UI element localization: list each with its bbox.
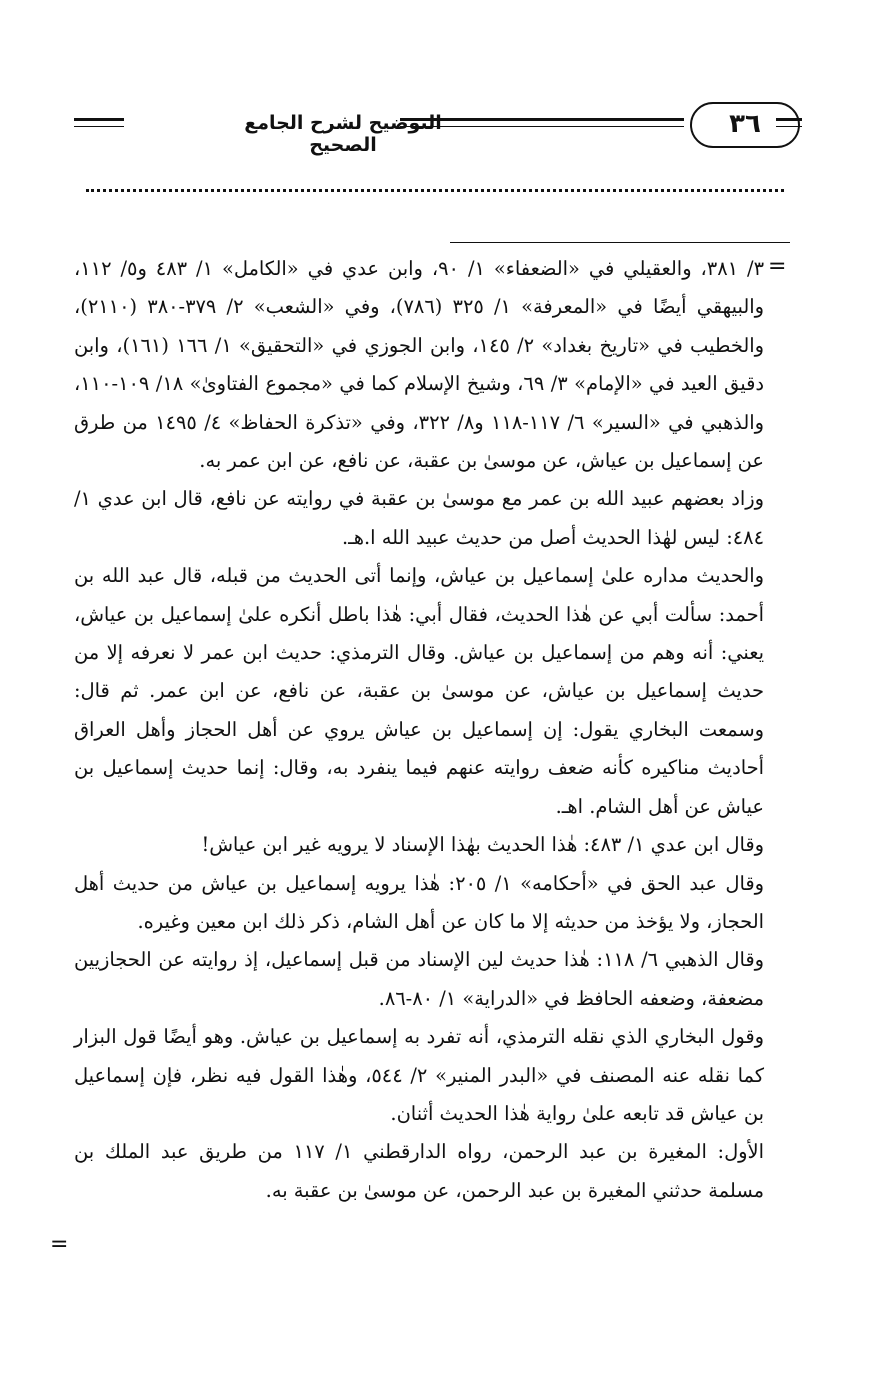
paragraph: وزاد بعضهم عبيد الله بن عمر مع موسىٰ بن عقبة في روايته عن نافع، قال ابن عدي ١/ ٤٨٤: ليس لهٰذا الحديث أصل من حديث عبيد الله ا.هـ. — [74, 487, 764, 549]
header-rule-left-thin — [74, 126, 124, 127]
header-rule-right-thin — [776, 126, 802, 127]
header-rule-left — [74, 118, 124, 121]
continuation-mark-top: = — [768, 254, 787, 279]
footnote-text — [74, 250, 764, 1210]
header-rule-right — [776, 118, 802, 121]
header-rule-middle-thin — [400, 126, 684, 127]
paragraph: الأول: المغيرة بن عبد الرحمن، رواه الدارقطني ١/ ١١٧ من طريق عبد الملك بن مسلمة حدثني المغيرة بن عبد الرحمن، عن موسىٰ بن عقبة به. — [74, 1140, 764, 1202]
footnote-separator — [450, 242, 790, 243]
paragraph: وقال عبد الحق في «أحكامه» ١/ ٢٠٥: هٰذا يرويه إسماعيل بن عياش من حديث أهل الحجاز، ولا يؤخذ من حديثه إلا ما كان عن أهل الشام، ذكر ذلك ابن معين وغيره. — [74, 871, 765, 933]
paragraph: وقال الذهبي ٦/ ١١٨: هٰذا حديث لين الإسناد من قبل إسماعيل، إذ روايته عن الحجازيين مضعفة، وضعفه الحافظ في «الدراية» ١/ ٨٠-٨٦. — [74, 948, 764, 1010]
paragraph: ٣/ ٣٨١، والعقيلي في «الضعفاء» ١/ ٩٠، وابن عدي في «الكامل» ١/ ٤٨٣ و٥/ ١١٢، والبيهقي أيضًا في «المعرفة» ١/ ٣٢٥ (٧٨٦)، وفي «الشعب» ٢/ ٣٧٩-٣٨٠ (٢١١٠)، والخطيب في «تاريخ بغداد» ٢/ ١٤٥، وابن الجوزي في «التحقيق» ١/ ١٦٦ (١٦١)، وابن دقيق العيد في «الإمام» ٣/ ٦٩، وشيخ الإسلام كما في «مجموع الفتاوىٰ» ١٨/ ١٠٩-١١٠، والذهبي في «السير» ٦/ ١١٧-١١٨ و٨/ ٣٢٢، وفي «تذكرة الحفاظ» ٤/ ١٤٩٥ من طرق عن إسماعيل بن عياش، عن موسىٰ بن عقبة، عن نافع، عن ابن عمر به. — [74, 257, 765, 473]
dotted-separator — [86, 189, 784, 192]
book-title: التوضيح لشرح الجامع الصحيح — [244, 112, 442, 156]
page-header — [74, 100, 802, 156]
paragraph: والحديث مداره علىٰ إسماعيل بن عياش، وإنما أتى الحديث من قبله، قال عبد الله بن أحمد: سألت أبي عن هٰذا الحديث، فقال أبي: هٰذا باطل أنكره علىٰ إسماعيل بن عياش، يعني: أنه وهم من إسماعيل بن عياش. وقال الترمذي: حديث ابن عمر لا نعرفه إلا من حديث إسماعيل بن عياش، عن موسىٰ بن عقبة، عن نافع، عن ابن عمر. ثم قال: وسمعت البخاري يقول: إن إسماعيل بن عياش يروي عن أهل الحجاز وأهل العراق أحاديث مناكيره كأنه ضعف روايته عنهم فيما ينفرد به، وقال: إنما حديث إسماعيل بن عياش عن أهل الشام. اهـ. — [74, 564, 764, 818]
page-number: ٣٦ — [690, 102, 800, 148]
continuation-mark-bottom: = — [50, 1232, 69, 1257]
paragraph: وقول البخاري الذي نقله الترمذي، أنه تفرد به إسماعيل بن عياش. وهو أيضًا قول البزار كما نقله عنه المصنف في «البدر المنير» ٢/ ٥٤٤، وهٰذا القول فيه نظر، فإن إسماعيل بن عياش قد تابعه علىٰ رواية هٰذا الحديث أثنان. — [74, 1025, 764, 1125]
header-rule-middle — [400, 118, 684, 121]
paragraph: وقال ابن عدي ١/ ٤٨٣: هٰذا الحديث بهٰذا الإسناد لا يرويه غير ابن عياش! — [201, 833, 764, 857]
